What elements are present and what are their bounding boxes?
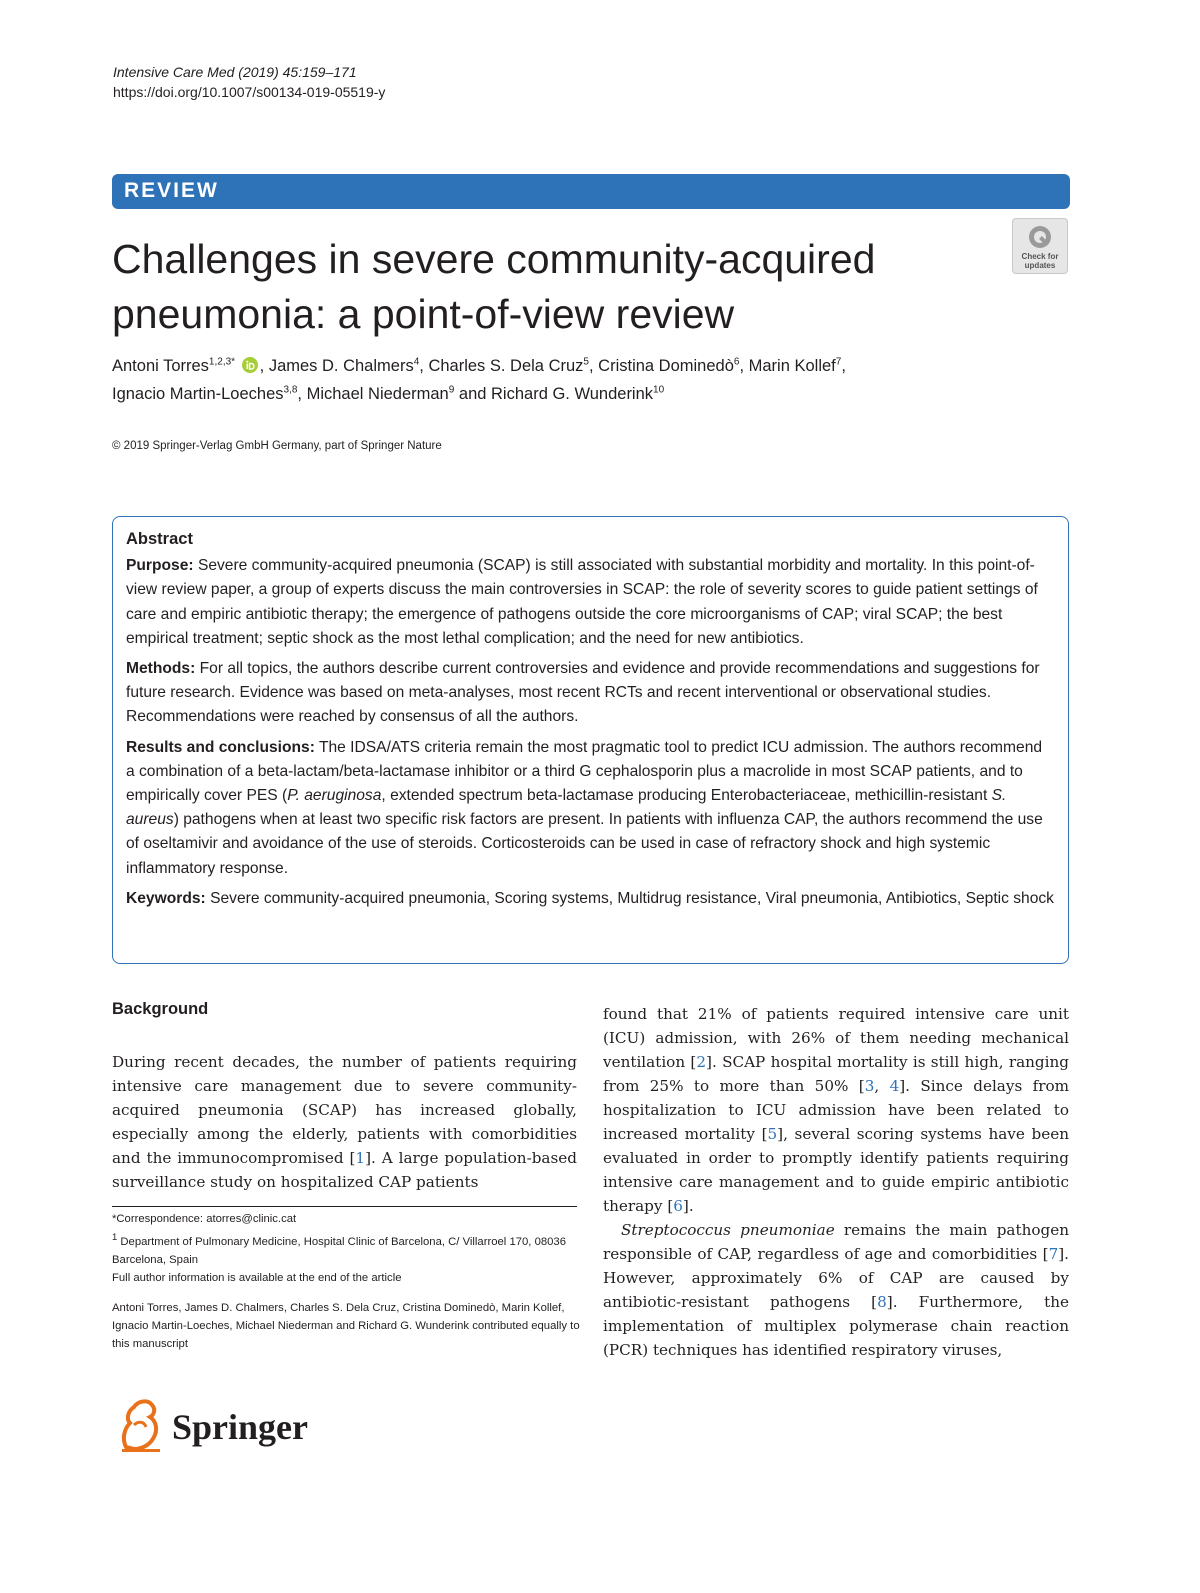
title-line-1: Challenges in severe community-acquired [112,236,876,282]
affiliation-number: 1 [112,1231,118,1242]
paragraph [603,1218,1069,1362]
keywords-text: Severe community-acquired pneumonia, Scoring systems, Multidrug resistance, Viral pneumonia, Antibiotics, Septic shock [210,889,1054,907]
svg-text:updates: updates [1024,261,1056,270]
reference-link[interactable]: 3 [864,1077,875,1095]
author-affiliation: 1,2,3* [208,356,236,368]
author-affiliation: 5 [583,356,589,368]
journal-header [113,62,385,102]
results-species-pa: P. aeruginosa [287,787,382,805]
reference-link[interactable]: 2 [696,1053,707,1071]
affiliation-1 [112,1228,582,1269]
body-text: ]. A large population-based surveillance study on hospitalized CAP patients [112,1149,577,1191]
author-list: Antoni Torres$^{1,2,3*}$ , James D. Chalmers$^4$, Charles S. Dela Cruz$^5$, Cristina Dominedò$^6$, Marin Kollef$^7$, Ignacio Martin-Loeches$^{3,8}$, Michael Niederman$^9$ and Richard G. Wunderink$^{10}$ [112,356,846,403]
article-title [112,232,992,342]
author-name[interactable]: Antoni Torres [112,357,209,375]
author-affiliation: 9 [448,384,455,396]
keywords-label: Keywords: [126,889,206,907]
paragraph: found that 21% of patients required intensive care unit (ICU) admission, with 26% of them needing mechanical ventilation [2]. SCAP hospital mortality is still high, ranging from 25% to more than 50% [3, 4]. Since delays from hospitalization to ICU admission have been related to increased mortality [5], several scoring systems have been evaluated in order to promptly identify patients requiring intensive care management and to guide empiric antibiotic therapy [6]. [603,1005,1070,1215]
title-line-2: pneumonia: a point-of-view review [112,291,735,337]
results-text-b: , extended spectrum beta-lactamase producing Enterobacteriaceae, methicillin-resistant [381,787,992,805]
body-text: remains the main pathogen responsible of CAP, regardless of age and comorbidities [ [603,1221,1069,1263]
correspondence[interactable]: *Correspondence: atorres@clinic.cat [112,1213,297,1225]
body-text: found that 21% of patients required intensive care unit (ICU) admission, with 26% of them needing mechanical ventilation [ [603,1005,1069,1071]
springer-horse-logo [112,1395,342,1455]
publisher-name: Springer [172,1407,309,1447]
author-affiliation: 7 [835,356,842,368]
author-affiliation: 6 [733,356,740,368]
results-text-c: ) pathogens when at least two specific risk factors are present. In patients with influenza CAP, the authors recommend the use of oseltamivir and avoidance of the use of steroids. Corticosteroids can be used in case of refractory shock and high systemic inflammatory response. [126,811,1043,877]
body-text: ]. [682,1197,694,1215]
author-name[interactable]: Charles S. Dela Cruz [428,357,584,375]
svg-text:Check for: Check for [1021,252,1059,261]
body-text: During recent decades, the number of patients requiring intensive care management due to severe community-acquired pneumonia (SCAP) has increased globally, especially among the elderly, patients with comorbidities and the immunocompromised [ [112,1053,577,1167]
article-type-bar [112,174,1070,209]
body-text: ]. SCAP hospital mortality is still high, ranging from 25% to more than 50% [ [603,1053,1069,1095]
reference-link[interactable]: 1 [355,1149,366,1167]
springer-logo [112,1395,342,1455]
author-affiliation: 10 [653,384,665,396]
results-species-sa: S. aureus [126,787,1007,829]
methods-text: For all topics, the authors describe current controversies and evidence and provide recommendations and suggestions for future research. Evidence was based on meta-analyses, most recent RCTs and recent interventional or observational studies. Recommendations were reached by consensus of all the authors. [126,660,1040,726]
background-right-column [603,1002,1069,1362]
copyright-notice: © 2019 Springer-Verlag GmbH Germany, part of Springer Nature [112,440,442,452]
reference-link[interactable]: 4 [889,1077,900,1095]
author-name[interactable]: Ignacio Martin-Loeches [112,385,284,403]
results-text-a: The IDSA/ATS criteria remain the most pragmatic tool to predict ICU admission. The authors recommend a combination of a beta-lactam/beta-lactamase inhibitor or a third G cephalosporin plus a macrolide in most SCAP patients, and to empirically cover PES ( [126,738,1043,805]
author-affiliation: 3,8 [283,384,298,396]
purpose-label: Purpose: [126,557,194,575]
author-name[interactable]: Cristina Dominedò [598,357,734,375]
reference-link[interactable]: 5 [767,1125,778,1143]
equal-contribution-note: Antoni Torres, James D. Chalmers, Charles S. Dela Cruz, Cristina Dominedò, Marin Kollef, Ignacio Martin-Loeches, Michael Niederman and Richard G. Wunderink contributed equally to this manuscript [112,1301,580,1350]
footnotes [112,1210,582,1353]
author-name[interactable]: Marin Kollef [748,357,836,375]
background-left-paragraph [112,1050,577,1194]
doi-link[interactable]: https://doi.org/10.1007/s00134-019-05519-y [113,84,386,100]
reference-link[interactable]: 6 [673,1197,683,1215]
abstract-box [112,516,1069,964]
author-name[interactable]: James D. Chalmers [268,357,414,375]
author-name[interactable]: Michael Niederman [306,385,449,403]
affiliation-text: Department of Pulmonary Medicine, Hospital Clinic of Barcelona, C/ Villarroel 170, 08036 Barcelona, Spain [112,1235,566,1266]
body-text: ]. However, approximately 6% of CAP are caused by antibiotic-resistant pathogens [ [603,1245,1069,1311]
abstract-keywords [126,887,1054,911]
orcid-icon[interactable] [242,357,258,373]
author-affiliation: 4 [413,356,420,368]
check-for-updates-icon [1013,219,1067,273]
abstract-results [126,736,1054,881]
footnote-divider [112,1206,577,1207]
reference-link[interactable]: 7 [1048,1245,1059,1263]
methods-label: Methods: [126,660,196,678]
full-author-info: Full author information is available at the end of the article [112,1271,402,1284]
body-text: ], several scoring systems have been evaluated in order to promptly identify patients requiring intensive care management and to guide empiric antibiotic therapy [ [603,1125,1069,1215]
body-text: ]. Since delays from hospitalization to ICU admission have been related to increased mortality [ [603,1077,1070,1143]
reference-link[interactable]: 8 [877,1293,887,1311]
author-name[interactable]: Richard G. Wunderink [491,385,654,403]
purpose-text: Severe community-acquired pneumonia (SCAP) is still associated with substantial morbidity and mortality. In this point-of-view review paper, a group of experts discuss the main controversies in SCAP: the role of severity scores to guide patient settings of care and empiric antibiotic therapy; the emergence of pathogens outside the core microorganisms of CAP; viral SCAP; the best empirical treatment; septic shock as the most lethal complication; and the need for new antibiotics. [126,557,1038,647]
body-text: ]. Furthermore, the implementation of multiplex polymerase chain reaction (PCR) techniques has identified respiratory viruses, [603,1293,1069,1359]
abstract-methods [126,657,1054,730]
abstract-purpose [126,554,1054,651]
background-section [112,1000,577,1019]
results-label: Results and conclusions: [126,738,315,756]
abstract-heading: Abstract [126,530,193,548]
species-name: Streptococcus pneumoniae [621,1221,835,1239]
check-for-updates-badge[interactable] [1012,218,1068,274]
journal-citation: Intensive Care Med (2019) 45:159–171 [113,64,357,80]
article-type-label: REVIEW [124,179,219,202]
background-heading: Background [112,1000,209,1018]
